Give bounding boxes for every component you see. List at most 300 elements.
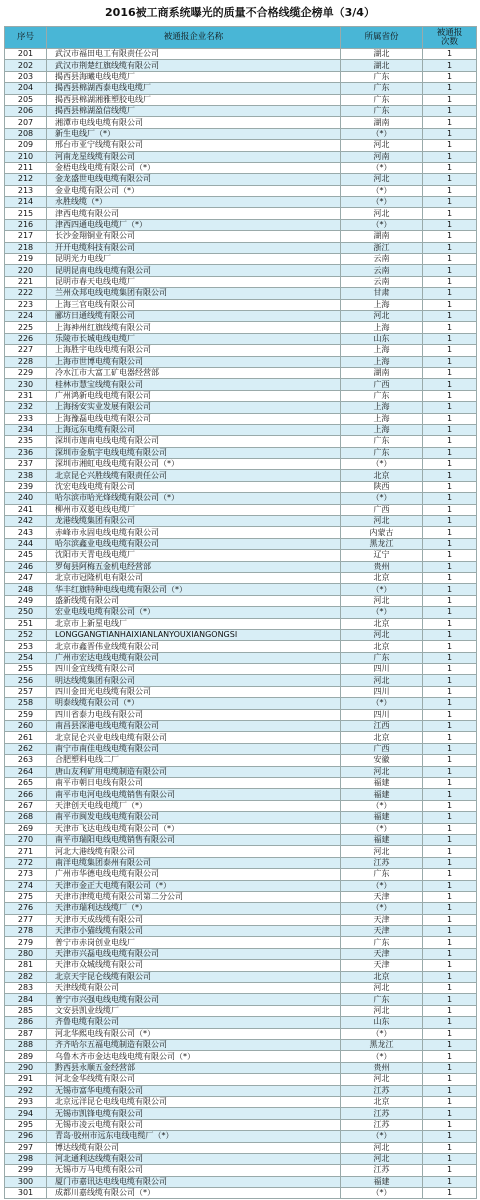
row-index: 217	[5, 231, 47, 242]
report-count: 1	[423, 766, 477, 777]
province: 河北	[341, 846, 423, 857]
report-count: 1	[423, 367, 477, 378]
company-name: 无锡市凯锋电缆有限公司	[47, 1108, 341, 1119]
table-row	[5, 618, 477, 629]
row-index: 289	[5, 1051, 47, 1062]
report-count: 1	[423, 288, 477, 299]
table-row	[5, 1085, 477, 1096]
row-index: 237	[5, 459, 47, 470]
company-name: 乌鲁木齐市金达电线电缆有限公司（*）	[47, 1051, 341, 1062]
company-name: 无锡市凌云电缆有限公司	[47, 1119, 341, 1130]
table-row	[5, 481, 477, 492]
company-name: 赤峰市永固电线电缆有限公司	[47, 527, 341, 538]
report-count: 1	[423, 664, 477, 675]
company-name: 无锡市万马电缆有限公司	[47, 1165, 341, 1176]
report-count: 1	[423, 390, 477, 401]
table-row	[5, 607, 477, 618]
table-row	[5, 265, 477, 276]
province: 安徽	[341, 755, 423, 766]
company-name: 揭西县棉湖西泰电线电缆厂	[47, 83, 341, 94]
table-row	[5, 128, 477, 139]
company-name: 广州市华德电线电缆有限公司	[47, 869, 341, 880]
company-name: 北京天宇昆仑线缆有限公司	[47, 971, 341, 982]
report-count: 1	[423, 1074, 477, 1085]
report-count: 1	[423, 299, 477, 310]
table-row	[5, 117, 477, 128]
row-index: 279	[5, 937, 47, 948]
row-index: 285	[5, 1005, 47, 1016]
company-name: 文安县凯业线缆厂	[47, 1005, 341, 1016]
row-index: 225	[5, 322, 47, 333]
province: 上海	[341, 413, 423, 424]
report-count: 1	[423, 504, 477, 515]
table-row	[5, 1188, 477, 1199]
row-index: 202	[5, 60, 47, 71]
row-index: 223	[5, 299, 47, 310]
report-count: 1	[423, 117, 477, 128]
report-count: 1	[423, 516, 477, 527]
report-count: 1	[423, 903, 477, 914]
province: 陕西	[341, 481, 423, 492]
province: 湖南	[341, 367, 423, 378]
company-name: 邢台市亚宁线缆有限公司	[47, 140, 341, 151]
company-name: 天津市众城线缆有限公司	[47, 960, 341, 971]
row-index: 271	[5, 846, 47, 857]
row-index: 264	[5, 766, 47, 777]
report-count: 1	[423, 1142, 477, 1153]
province: 广东	[341, 994, 423, 1005]
company-name: 北京市上新星电线厂	[47, 618, 341, 629]
company-name: 新生电线厂（*）	[47, 128, 341, 139]
province: 江苏	[341, 1085, 423, 1096]
report-count: 1	[423, 208, 477, 219]
report-count: 1	[423, 641, 477, 652]
province: 湖南	[341, 231, 423, 242]
company-name: 南洋电缆集团泰州有限公司	[47, 857, 341, 868]
company-name: 郦坊日通线缆有限公司	[47, 310, 341, 321]
table-row	[5, 527, 477, 538]
row-index: 300	[5, 1176, 47, 1187]
province: 贵州	[341, 1062, 423, 1073]
province: 福建	[341, 834, 423, 845]
company-name: 昆明光力电线厂	[47, 254, 341, 265]
province: 山东	[341, 333, 423, 344]
company-name: 津西四通电线电缆厂（*）	[47, 219, 341, 230]
province: 广东	[341, 83, 423, 94]
row-index: 265	[5, 778, 47, 789]
company-name: 河北金华线缆有限公司	[47, 1074, 341, 1085]
company-name: 北京昆仑兴胜线缆有限责任公司	[47, 470, 341, 481]
report-count: 1	[423, 834, 477, 845]
province: 北京	[341, 732, 423, 743]
row-index: 228	[5, 356, 47, 367]
row-index: 213	[5, 185, 47, 196]
report-count: 1	[423, 83, 477, 94]
province: 天津	[341, 948, 423, 959]
province: 辽宁	[341, 550, 423, 561]
report-count: 1	[423, 162, 477, 173]
row-index: 220	[5, 265, 47, 276]
report-count: 1	[423, 1108, 477, 1119]
province: 福建	[341, 778, 423, 789]
row-index: 235	[5, 436, 47, 447]
province: 河北	[341, 1142, 423, 1153]
row-index: 250	[5, 607, 47, 618]
report-count: 1	[423, 402, 477, 413]
report-count: 1	[423, 1096, 477, 1107]
report-count: 1	[423, 686, 477, 697]
company-name: 南平市瑞阳电线电缆销售有限公司	[47, 834, 341, 845]
table-row	[5, 1108, 477, 1119]
row-index: 219	[5, 254, 47, 265]
table-row	[5, 1165, 477, 1176]
row-index: 210	[5, 151, 47, 162]
company-name: 广州市宏达电线电缆有限公司	[47, 652, 341, 663]
province: 内蒙古	[341, 527, 423, 538]
company-name: 揭西县棉湖湘雅塑胶电线厂	[47, 94, 341, 105]
report-count: 1	[423, 698, 477, 709]
report-count: 1	[423, 789, 477, 800]
company-name: 博达线缆有限公司	[47, 1142, 341, 1153]
report-count: 1	[423, 436, 477, 447]
table-row	[5, 686, 477, 697]
report-count: 1	[423, 231, 477, 242]
table-row	[5, 345, 477, 356]
row-index: 254	[5, 652, 47, 663]
report-count: 1	[423, 561, 477, 572]
report-count: 1	[423, 983, 477, 994]
province: 广东	[341, 447, 423, 458]
row-index: 255	[5, 664, 47, 675]
report-count: 1	[423, 1165, 477, 1176]
report-count: 1	[423, 846, 477, 857]
table-row	[5, 572, 477, 583]
report-count: 1	[423, 721, 477, 732]
row-index: 299	[5, 1165, 47, 1176]
table-row	[5, 960, 477, 971]
report-count: 1	[423, 926, 477, 937]
company-name: 开开电缆科技有限公司	[47, 242, 341, 253]
company-name: 河南龙星线缆有限公司	[47, 151, 341, 162]
report-count: 1	[423, 333, 477, 344]
table-row	[5, 937, 477, 948]
province: 北京	[341, 618, 423, 629]
province: 广东	[341, 937, 423, 948]
company-name: 四川金宜线缆有限公司	[47, 664, 341, 675]
row-index: 275	[5, 891, 47, 902]
report-count: 1	[423, 1085, 477, 1096]
row-index: 284	[5, 994, 47, 1005]
table-row	[5, 755, 477, 766]
table-row	[5, 869, 477, 880]
province: 上海	[341, 322, 423, 333]
province: 河北	[341, 1005, 423, 1016]
report-count: 1	[423, 174, 477, 185]
table-row	[5, 1119, 477, 1130]
report-count: 1	[423, 379, 477, 390]
report-count: 1	[423, 265, 477, 276]
row-index: 295	[5, 1119, 47, 1130]
table-row	[5, 550, 477, 561]
report-count: 1	[423, 356, 477, 367]
row-index: 229	[5, 367, 47, 378]
company-name: 桂林市慧宝线缆有限公司	[47, 379, 341, 390]
row-index: 296	[5, 1131, 47, 1142]
table-row	[5, 49, 477, 60]
row-index: 214	[5, 197, 47, 208]
company-name: 金龙盛世电线电缆有限公司	[47, 174, 341, 185]
province: 天津	[341, 914, 423, 925]
row-index: 267	[5, 800, 47, 811]
table-row	[5, 1153, 477, 1164]
province: （*）	[341, 823, 423, 834]
province: （*）	[341, 903, 423, 914]
row-index: 286	[5, 1017, 47, 1028]
row-index: 222	[5, 288, 47, 299]
province: （*）	[341, 459, 423, 470]
province: 黑龙江	[341, 538, 423, 549]
province: 江苏	[341, 857, 423, 868]
table-row	[5, 1062, 477, 1073]
report-count: 1	[423, 345, 477, 356]
company-name: 河北通利达线缆有限公司	[47, 1153, 341, 1164]
company-name: 齐齐哈尔五福电缆制造有限公司	[47, 1039, 341, 1050]
company-name: 上海市世博电缆有限公司	[47, 356, 341, 367]
company-name: 兰州众邦电线电缆集团有限公司	[47, 288, 341, 299]
table-row	[5, 1074, 477, 1085]
table-row	[5, 493, 477, 504]
table-row	[5, 367, 477, 378]
row-index: 258	[5, 698, 47, 709]
table-row	[5, 390, 477, 401]
province: 广东	[341, 436, 423, 447]
row-index: 290	[5, 1062, 47, 1073]
company-name: 明泰线缆有限公司（*）	[47, 698, 341, 709]
province: 河南	[341, 151, 423, 162]
company-name: 上海远东电缆有限公司	[47, 424, 341, 435]
company-name: 柳州市双菱电线电缆厂	[47, 504, 341, 515]
province: 云南	[341, 276, 423, 287]
company-name: 哈尔滨市哈光烽线缆有限公司（*）	[47, 493, 341, 504]
province: 湖北	[341, 49, 423, 60]
row-index: 292	[5, 1085, 47, 1096]
row-index: 298	[5, 1153, 47, 1164]
row-index: 209	[5, 140, 47, 151]
company-name: 宏业电线电缆有限公司（*）	[47, 607, 341, 618]
company-name: 昆明市春天电线电缆厂	[47, 276, 341, 287]
company-name: 永胜线缆（*）	[47, 197, 341, 208]
table-row	[5, 71, 477, 82]
province: 广西	[341, 743, 423, 754]
company-name: 冷水江市大富工矿电器经营部	[47, 367, 341, 378]
table-row	[5, 197, 477, 208]
table-row	[5, 242, 477, 253]
province: 云南	[341, 254, 423, 265]
company-name: 明达线缆集团有限公司	[47, 675, 341, 686]
report-count: 1	[423, 732, 477, 743]
province: 江西	[341, 721, 423, 732]
table-row	[5, 516, 477, 527]
row-index: 297	[5, 1142, 47, 1153]
row-index: 242	[5, 516, 47, 527]
province: 上海	[341, 299, 423, 310]
row-index: 248	[5, 584, 47, 595]
table-row	[5, 971, 477, 982]
province: 河北	[341, 140, 423, 151]
table-row	[5, 823, 477, 834]
row-index: 224	[5, 310, 47, 321]
report-count: 1	[423, 1119, 477, 1130]
report-count: 1	[423, 310, 477, 321]
report-count: 1	[423, 493, 477, 504]
report-count: 1	[423, 618, 477, 629]
table-row	[5, 1176, 477, 1187]
row-index: 205	[5, 94, 47, 105]
province: 广东	[341, 652, 423, 663]
row-index: 253	[5, 641, 47, 652]
table-row	[5, 219, 477, 230]
table-row	[5, 402, 477, 413]
table-row	[5, 766, 477, 777]
company-name: 天津市津缆电缆有限公司第二分公司	[47, 891, 341, 902]
table-row	[5, 812, 477, 823]
report-count: 1	[423, 960, 477, 971]
report-count: 1	[423, 800, 477, 811]
report-count: 1	[423, 459, 477, 470]
province: （*）	[341, 162, 423, 173]
row-index: 240	[5, 493, 47, 504]
province: （*）	[341, 1051, 423, 1062]
province: 广东	[341, 390, 423, 401]
company-name: 龙港线缆集团有限公司	[47, 516, 341, 527]
table-row	[5, 413, 477, 424]
report-count: 1	[423, 743, 477, 754]
province: 福建	[341, 789, 423, 800]
table-row	[5, 174, 477, 185]
header-count: 被通报 次数	[423, 27, 477, 49]
province: 江苏	[341, 1108, 423, 1119]
province: （*）	[341, 607, 423, 618]
row-index: 261	[5, 732, 47, 743]
row-index: 288	[5, 1039, 47, 1050]
table-row	[5, 288, 477, 299]
report-count: 1	[423, 857, 477, 868]
company-name: 深圳市金航宇电线电缆有限公司	[47, 447, 341, 458]
company-name: 上海扬安实业发展有限公司	[47, 402, 341, 413]
row-index: 293	[5, 1096, 47, 1107]
province: 天津	[341, 891, 423, 902]
report-count: 1	[423, 629, 477, 640]
province: 天津	[341, 926, 423, 937]
report-count: 1	[423, 595, 477, 606]
table-row	[5, 743, 477, 754]
province: 贵州	[341, 561, 423, 572]
table-row	[5, 60, 477, 71]
company-name: 南平市朝日电线有限公司	[47, 778, 341, 789]
table-row	[5, 94, 477, 105]
row-index: 230	[5, 379, 47, 390]
company-name: 华丰红旗特种电线电缆有限公司（*）	[47, 584, 341, 595]
report-count: 1	[423, 1039, 477, 1050]
row-index: 260	[5, 721, 47, 732]
row-index: 278	[5, 926, 47, 937]
table-row	[5, 424, 477, 435]
row-index: 281	[5, 960, 47, 971]
report-count: 1	[423, 151, 477, 162]
report-count: 1	[423, 869, 477, 880]
company-name: 青岛·胶州市远东电线电缆厂（*）	[47, 1131, 341, 1142]
province: 广东	[341, 869, 423, 880]
table-row	[5, 538, 477, 549]
table-row	[5, 276, 477, 287]
province: 湖北	[341, 60, 423, 71]
row-index: 246	[5, 561, 47, 572]
company-name: 沈宏电线电缆有限公司	[47, 481, 341, 492]
row-index: 272	[5, 857, 47, 868]
province: 河北	[341, 766, 423, 777]
report-count: 1	[423, 1153, 477, 1164]
report-count: 1	[423, 105, 477, 116]
table-row	[5, 903, 477, 914]
company-name: 沈阳市天青电线电缆厂	[47, 550, 341, 561]
report-count: 1	[423, 1062, 477, 1073]
province: 四川	[341, 709, 423, 720]
province: （*）	[341, 880, 423, 891]
report-count: 1	[423, 755, 477, 766]
table-row	[5, 983, 477, 994]
province: 天津	[341, 960, 423, 971]
report-count: 1	[423, 550, 477, 561]
report-count: 1	[423, 424, 477, 435]
province: （*）	[341, 128, 423, 139]
report-count: 1	[423, 413, 477, 424]
row-index: 276	[5, 903, 47, 914]
company-name: 昆明昆南电线电缆有限公司	[47, 265, 341, 276]
row-index: 262	[5, 743, 47, 754]
company-name: 四川金田光电线缆有限公司	[47, 686, 341, 697]
table-row	[5, 641, 477, 652]
province: 河北	[341, 983, 423, 994]
company-name: 普宁市赤岗创业电线厂	[47, 937, 341, 948]
company-name: 揭西县海曦电线电缆厂	[47, 71, 341, 82]
table-row	[5, 162, 477, 173]
report-count: 1	[423, 1188, 477, 1199]
report-count: 1	[423, 1028, 477, 1039]
row-index: 283	[5, 983, 47, 994]
page-title: 2016被工商系统曝光的质量不合格线缆企榜单（3/4）	[105, 6, 375, 19]
company-name: 揭西县棉湖盈信线缆厂	[47, 105, 341, 116]
table-row	[5, 105, 477, 116]
row-index: 245	[5, 550, 47, 561]
company-name: 罗甸县阿梅五金机电经营部	[47, 561, 341, 572]
company-name: 黔西县永顺五金经营部	[47, 1062, 341, 1073]
company-name: 南昌县深港电线电缆有限公司	[47, 721, 341, 732]
company-name: LONGGANGTIANHAIXIANLANYOUXIANGONGSI	[47, 629, 341, 640]
company-name: 武汉市福田电工有限责任公司	[47, 49, 341, 60]
table-row	[5, 356, 477, 367]
row-index: 243	[5, 527, 47, 538]
province: 广东	[341, 71, 423, 82]
province: 河北	[341, 310, 423, 321]
row-index: 218	[5, 242, 47, 253]
company-name: 哈尔滨鑫业电线电缆有限公司	[47, 538, 341, 549]
row-index: 239	[5, 481, 47, 492]
company-name: 深圳市迦南电线电缆有限公司	[47, 436, 341, 447]
table-row	[5, 83, 477, 94]
province: （*）	[341, 584, 423, 595]
table-row	[5, 846, 477, 857]
company-name: 无锡市富华电缆有限公司	[47, 1085, 341, 1096]
